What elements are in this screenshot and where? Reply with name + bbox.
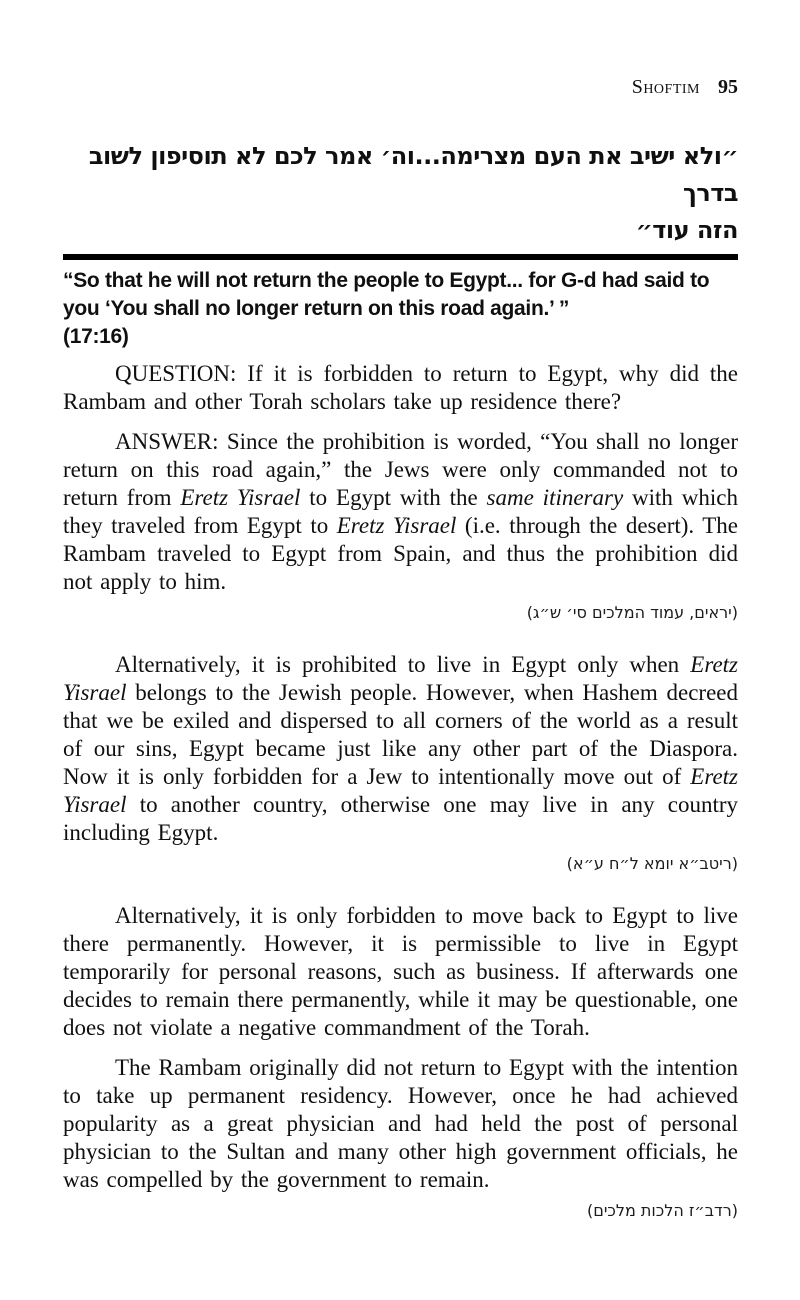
running-header: [63, 76, 738, 98]
source-citation-radvaz: (רדב״ז הלכות מלכים): [586, 1201, 738, 1220]
hebrew-verse-line-1: ״ולא ישיב את העם מצרימה...וה׳ אמר לכם לא תוסיפון לשוב בדרך: [88, 142, 738, 207]
hebrew-verse-line-2: הזה עוד״: [635, 216, 738, 244]
english-verse-quote: “So that he will not return the people to Egypt... for G-d had said to you ‘You shall no longer return on this road again.’ ”: [63, 269, 710, 320]
answer-paragraph: ANSWER: Since the prohibition is worded, “You shall no longer return on this road again,” the Jews were only commanded not to return from Eretz Yisrael to Egypt with the same itinerary with which they traveled from Egypt to Eretz Yisrael (i.e. through the desert). The Rambam traveled to Egypt from Spain, and thus the prohibition did not apply to him.: [63, 429, 739, 594]
source-citation-ritva: (ריטב״א יומא ל״ח ע״א): [566, 854, 738, 873]
english-verse-heading: [63, 267, 738, 351]
rambam-history-paragraph: The Rambam originally did not return to Egypt with the intention to take up permanent residency. However, once he had achieved popularity as a great physician and had held the post of personal physician to the Sultan and many other high government officials, he was compelled by the government to remain.: [63, 1055, 739, 1192]
question-paragraph: QUESTION: If it is forbidden to return to Egypt, why did the Rambam and other Torah scholars take up residence there?: [63, 361, 738, 414]
hebrew-verse-heading: [63, 138, 738, 249]
source-citation-yereim: (יראים, עמוד המלכים סי׳ ש״ג): [526, 603, 738, 622]
section-title: Shoftim: [631, 76, 700, 98]
heading-divider-rule: [63, 254, 738, 260]
alternative-answer-1-paragraph: Alternatively, it is prohibited to live in Egypt only when Eretz Yisrael belongs to the Jewish people. However, when Hashem decreed that we be exiled and dispersed to all corners of the world as a result of our sins, Egypt became just like any other part of the Diaspora. Now it is only forbidden for a Jew to intentionally move out of Eretz Yisrael to another country, otherwise one may live in any country including Egypt.: [63, 652, 738, 845]
alternative-answer-2-paragraph: Alternatively, it is only forbidden to move back to Egypt to live there permanently. However, it is permissible to live in Egypt temporarily for personal reasons, such as business. If afterwards one decides to remain there permanently, while it may be questionable, one does not violate a negative commandment of the Torah.: [63, 903, 738, 1040]
verse-reference: (17:16): [63, 325, 129, 348]
page-number: 95: [718, 76, 738, 98]
